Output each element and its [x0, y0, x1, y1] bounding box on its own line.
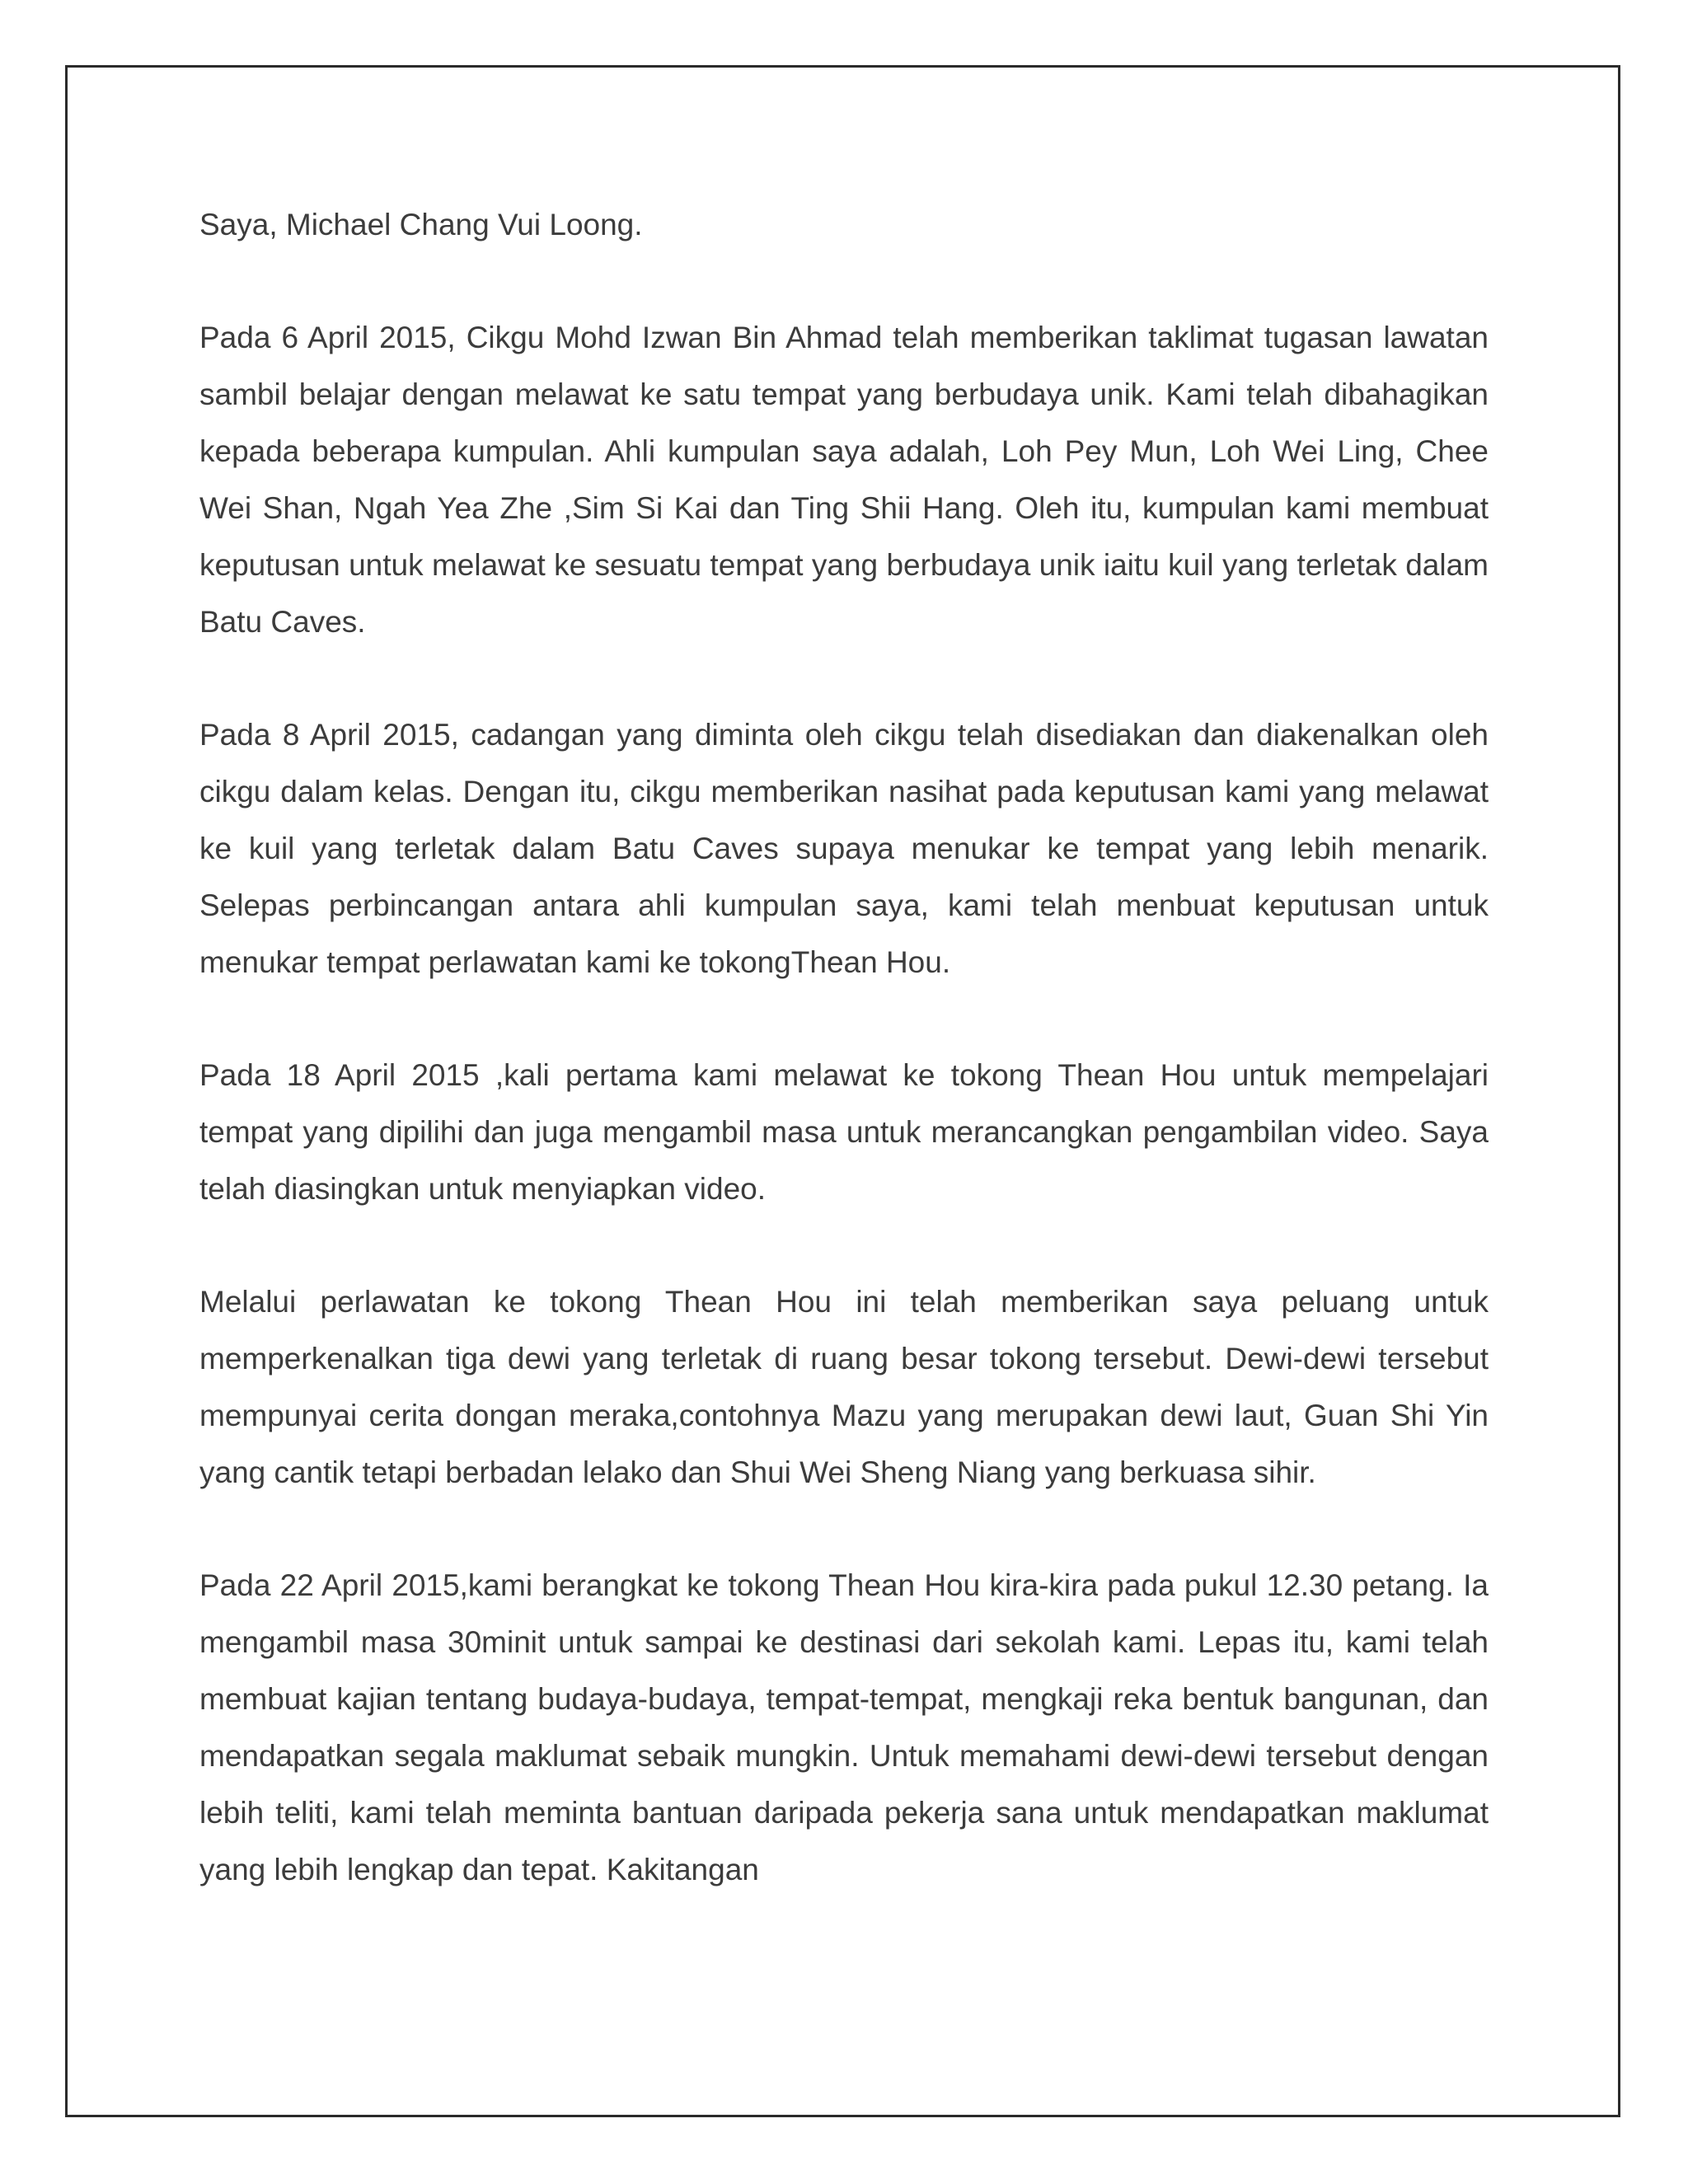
intro-line: Saya, Michael Chang Vui Loong. — [199, 208, 643, 241]
document-body — [199, 196, 1489, 1898]
paragraph-4: Melalui perlawatan ke tokong Thean Hou ini telah memberikan saya peluang untuk memperkenalkan tiga dewi yang terletak di ruang besar tokong tersebut. Dewi-dewi tersebut mempunyai cerita dongan meraka,contohnya Mazu yang merupakan dewi laut, Guan Shi Yin yang cantik tetapi berbadan lelako dan Shui Wei Sheng Niang yang berkuasa sihir. — [199, 1285, 1489, 1489]
paragraph-2: Pada 8 April 2015, cadangan yang diminta oleh cikgu telah disediakan dan diakenalkan oleh cikgu dalam kelas. Dengan itu, cikgu memberikan nasihat pada keputusan kami yang melawat ke kuil yang terletak dalam Batu Caves supaya menukar ke tempat yang lebih menarik. Selepas perbincangan antara ahli kumpulan saya, kami telah menbuat keputusan untuk menukar tempat perlawatan kami ke tokongThean Hou. — [199, 718, 1489, 979]
paragraph-3: Pada 18 April 2015 ,kali pertama kami melawat ke tokong Thean Hou untuk mempelajari tempat yang dipilihi dan juga mengambil masa untuk merancangkan pengambilan video. Saya telah diasingkan untuk menyiapkan video. — [199, 1058, 1489, 1206]
paragraph-5: Pada 22 April 2015,kami berangkat ke tokong Thean Hou kira-kira pada pukul 12.30 petang. Ia mengambil masa 30minit untuk sampai ke destinasi dari sekolah kami. Lepas itu, kami telah membuat kajian tentang budaya-budaya, tempat-tempat, mengkaji reka bentuk bangunan, dan mendapatkan segala maklumat sebaik mungkin. Untuk memahami dewi-dewi tersebut dengan lebih teliti, kami telah meminta bantuan daripada pekerja sana untuk mendapatkan maklumat yang lebih lengkap dan tepat. Kakitangan — [199, 1568, 1489, 1886]
paragraph-1: Pada 6 April 2015, Cikgu Mohd Izwan Bin Ahmad telah memberikan taklimat tugasan lawatan sambil belajar dengan melawat ke satu tempat yang berbudaya unik. Kami telah dibahagikan kepada beberapa kumpulan. Ahli kumpulan saya adalah, Loh Pey Mun, Loh Wei Ling, Chee Wei Shan, Ngah Yea Zhe ,Sim Si Kai dan Ting Shii Hang. Oleh itu, kumpulan kami membuat keputusan untuk melawat ke sesuatu tempat yang berbudaya unik iaitu kuil yang terletak dalam Batu Caves. — [199, 321, 1489, 639]
